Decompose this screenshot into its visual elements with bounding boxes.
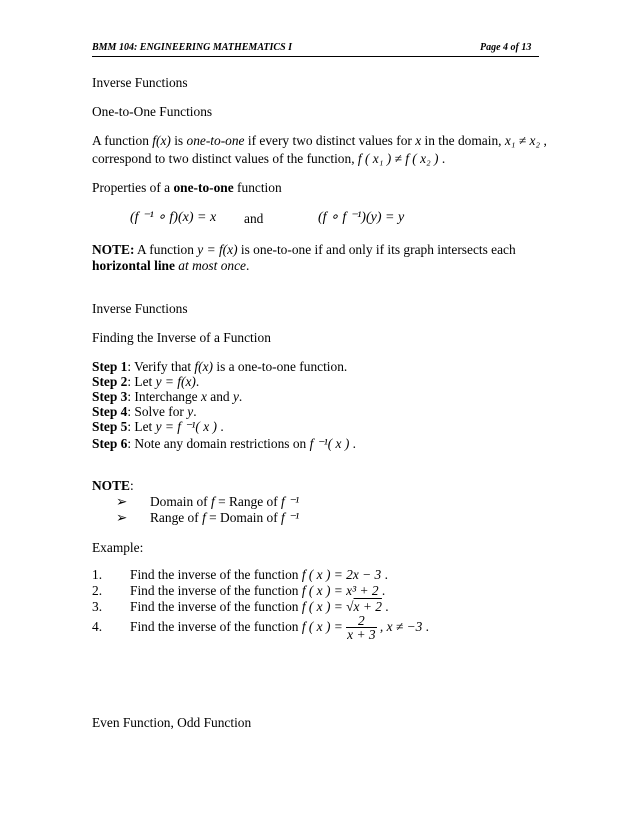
step-5: Step 5: Let y = f ⁻¹( x ) . [92, 419, 224, 434]
arrow-bullet-icon: ➢ [116, 494, 128, 509]
properties-heading: Properties of a one-to-one function [92, 180, 282, 195]
note-one-to-one-line-1: NOTE: A function y = f(x) is one-to-one if and only if its graph intersects each [92, 242, 516, 257]
math-x1-neq-x2: x₁ ≠ x₂ [504, 133, 541, 148]
property-equation-1: (f ⁻¹ ∘ f)(x) = x [130, 210, 217, 225]
example-3: 3. Find the inverse of the function f ( x ) = √x + 2 . [92, 599, 389, 614]
example-2: 2. Find the inverse of the function f ( x ) = x³ + 2 . [92, 583, 386, 598]
fraction-2-over-x-plus-3: $\frac{2}{x + 3}$ [347, 613, 376, 643]
note-domain-range-label: NOTE: [92, 478, 134, 493]
page-number: Page 4 of 13 [480, 42, 532, 53]
bullet-range-of-f: ➢ Range of f = Domain of f ⁻¹ [116, 510, 300, 525]
arrow-bullet-icon: ➢ [116, 510, 128, 525]
example-1: 1. Find the inverse of the function f ( x ) = 2x − 3 . [92, 567, 388, 582]
property-and: and [244, 211, 264, 226]
property-equation-2: (f ∘ f ⁻¹)(y) = y [318, 210, 405, 225]
header-rule [92, 56, 539, 57]
step-4: Step 4: Solve for y. [92, 404, 197, 419]
heading-finding-inverse: Finding the Inverse of a Function [92, 330, 271, 345]
math-f-x1-neq-f-x2: f ( x₁ ) ≠ f ( x₂ ) [357, 151, 439, 166]
header-title: BMM 104: ENGINEERING MATHEMATICS I [92, 42, 293, 53]
example-label: Example: [92, 540, 144, 555]
note-one-to-one-line-2: horizontal line at most once. [92, 258, 250, 273]
heading-inverse-functions: Inverse Functions [92, 75, 188, 90]
step-1: Step 1: Verify that f(x) is a one-to-one function. [92, 359, 348, 374]
heading-inverse-functions-2: Inverse Functions [92, 301, 188, 316]
heading-even-odd: Even Function, Odd Function [92, 715, 252, 730]
example-4: 4. Find the inverse of the function f ( x ) = $\frac{2}{x + 3}$ , x ≠ −3 . [92, 613, 430, 643]
heading-one-to-one: One-to-One Functions [92, 104, 213, 119]
definition-line-2: correspond to two distinct values of the function, f ( x₁ ) ≠ f ( x₂ ) . [92, 151, 446, 166]
step-6: Step 6: Note any domain restrictions on f ⁻¹( x ) . [92, 436, 356, 451]
step-2: Step 2: Let y = f(x). [92, 374, 200, 389]
bullet-domain-of-f: ➢ Domain of f = Range of f ⁻¹ [116, 494, 300, 509]
definition-line-1: A function f(x) is one-to-one if every two distinct values for x in the domain, x₁ ≠ x₂ , [92, 133, 547, 148]
step-3: Step 3: Interchange x and y. [92, 389, 243, 404]
